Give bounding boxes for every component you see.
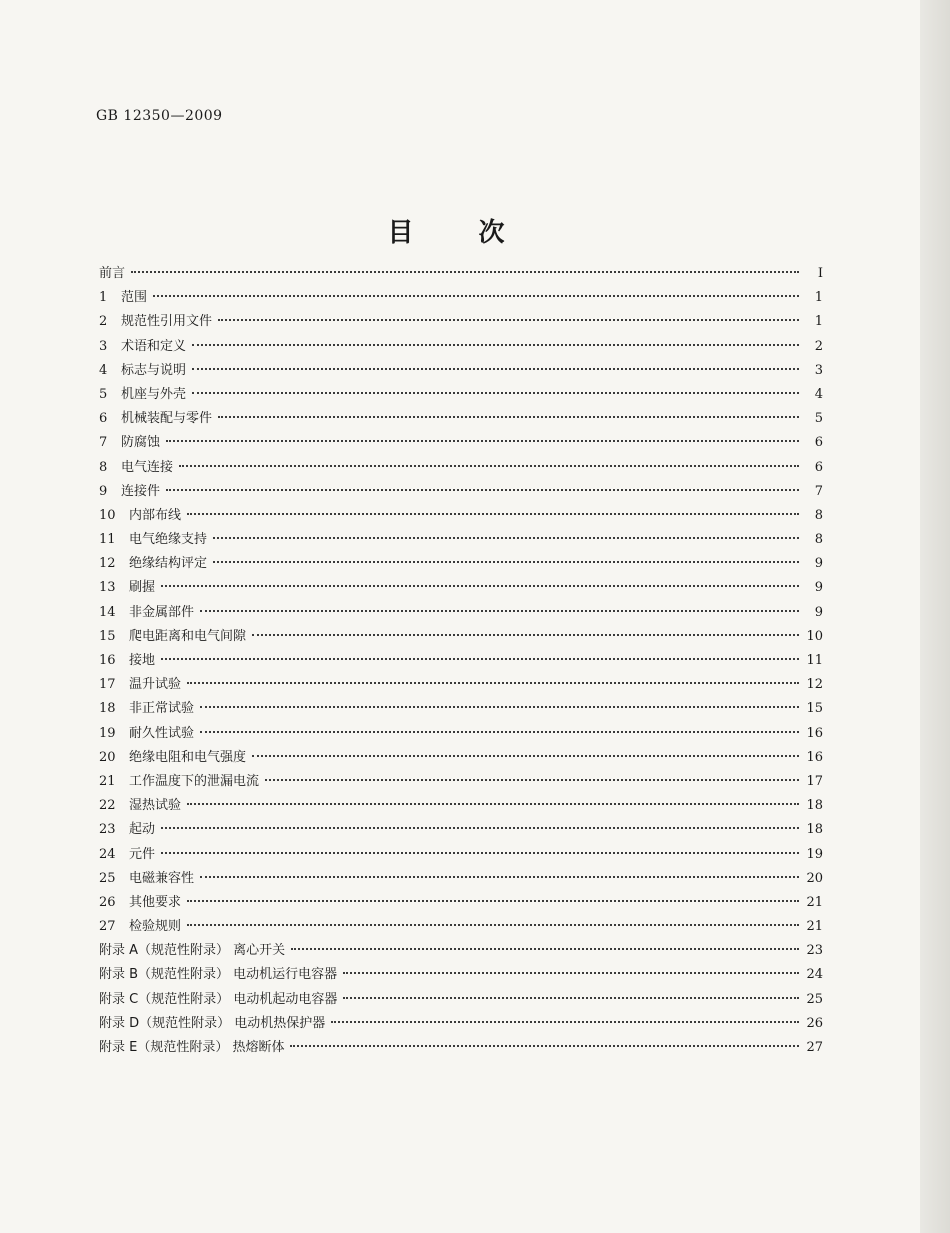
toc-leader-dots [290, 1045, 799, 1047]
toc-entry [99, 1036, 823, 1060]
toc-entry [99, 480, 823, 504]
toc-entry-number: 24 [99, 846, 116, 862]
toc-leader-dots [200, 876, 799, 878]
toc-entry [99, 310, 823, 334]
toc-entry [99, 576, 823, 600]
scan-edge [920, 0, 950, 1233]
toc-entry-number: 3 [99, 338, 108, 354]
toc-entry-page: 2 [814, 338, 823, 354]
toc-entry-label: 附录 B（规范性附录） 电动机运行电容器 [99, 967, 338, 983]
toc-leader-dots [187, 513, 799, 515]
toc-leader-dots [200, 706, 799, 708]
toc-leader-dots [131, 271, 799, 273]
toc-entry-label: 非金属部件 [129, 604, 195, 620]
toc-entry-page: 9 [814, 580, 823, 596]
toc-entry-page: 3 [814, 362, 823, 378]
toc-entry [99, 770, 823, 794]
toc-entry-page: 15 [806, 701, 823, 717]
toc-entry-number: 1 [99, 290, 108, 306]
page-title: 目 次 [387, 218, 533, 248]
toc-entry-label: 连接件 [121, 483, 161, 499]
toc-entry-number: 20 [99, 749, 116, 765]
toc-leader-dots [200, 731, 799, 733]
toc-entry-page: 20 [806, 870, 823, 886]
toc-entry-number: 14 [99, 604, 116, 620]
toc-entry-label: 工作温度下的泄漏电流 [129, 773, 260, 789]
toc-entry [99, 335, 823, 359]
toc-entry-label: 温升试验 [129, 677, 182, 693]
toc-leader-dots [200, 610, 799, 612]
toc-leader-dots [179, 465, 799, 467]
toc-leader-dots [192, 344, 799, 346]
toc-leader-dots [187, 682, 799, 684]
toc-entry [99, 431, 823, 455]
toc-entry-page: 24 [806, 967, 823, 983]
toc-leader-dots [213, 561, 799, 563]
toc-entry-page: 25 [806, 991, 823, 1007]
toc-leader-dots [166, 440, 799, 442]
toc-entry-label: 机械装配与零件 [121, 411, 213, 427]
toc-entry-label: 湿热试验 [129, 798, 182, 814]
toc-entry-page: 18 [806, 822, 823, 838]
toc-leader-dots [161, 827, 799, 829]
toc-entry [99, 601, 823, 625]
toc-entry-page: 4 [814, 386, 823, 402]
toc-entry-page: 16 [806, 749, 823, 765]
toc-entry [99, 286, 823, 310]
toc-entry-page: 18 [806, 798, 823, 814]
toc-entry-page: 1 [814, 314, 823, 330]
toc-entry-label: 术语和定义 [121, 338, 187, 354]
toc-entry-page: 21 [806, 894, 823, 910]
toc-entry-label: 绝缘电阻和电气强度 [129, 749, 247, 765]
toc-entry-page: 1 [814, 290, 823, 306]
standard-code: GB 12350—2009 [96, 108, 223, 124]
toc-entry-label: 附录 A（规范性附录） 离心开关 [99, 943, 286, 959]
toc-entry [99, 867, 823, 891]
toc-entry-number: 7 [99, 435, 108, 451]
toc-entry-label: 电磁兼容性 [129, 870, 195, 886]
toc-leader-dots [343, 997, 799, 999]
toc-entry-page: 23 [806, 943, 823, 959]
toc-entry [99, 649, 823, 673]
toc-entry-number: 5 [99, 386, 108, 402]
toc-entry-label: 绝缘结构评定 [129, 556, 208, 572]
toc-entry-page: 10 [806, 628, 823, 644]
toc-entry-label: 机座与外壳 [121, 386, 187, 402]
toc-leader-dots [343, 972, 799, 974]
toc-entry-page: 26 [806, 1015, 823, 1031]
toc-entry-number: 19 [99, 725, 116, 741]
toc-entry [99, 722, 823, 746]
toc-entry-page: I [817, 266, 823, 281]
toc-entry [99, 625, 823, 649]
toc-entry-page: 9 [814, 556, 823, 572]
toc-entry-number: 21 [99, 773, 116, 789]
toc-entry-number: 23 [99, 822, 116, 838]
toc-entry-page: 8 [814, 507, 823, 523]
toc-entry-label: 标志与说明 [121, 362, 187, 378]
toc-leader-dots [161, 658, 799, 660]
toc-entry-number: 16 [99, 653, 116, 668]
toc-entry-label: 附录 C（规范性附录） 电动机起动电容器 [99, 991, 338, 1007]
toc-entry-label: 规范性引用文件 [121, 314, 213, 330]
toc-entry [99, 552, 823, 576]
toc-entry [99, 528, 823, 552]
toc-entry [99, 746, 823, 770]
toc-entry-page: 5 [814, 411, 823, 427]
toc-entry [99, 818, 823, 842]
toc-leader-dots [218, 319, 799, 321]
toc-leader-dots [265, 779, 799, 781]
toc-entry [99, 915, 823, 939]
toc-entry-page: 6 [814, 435, 823, 451]
toc-entry [99, 673, 823, 697]
toc-entry-page: 8 [814, 532, 823, 548]
toc-entry [99, 456, 823, 480]
toc-entry-number: 4 [99, 362, 108, 378]
toc-leader-dots [161, 585, 799, 587]
toc-entry [99, 407, 823, 431]
toc-leader-dots [187, 900, 799, 902]
toc-entry [99, 504, 823, 528]
toc-leader-dots [218, 416, 799, 418]
toc-entry-label: 检验规则 [129, 919, 182, 935]
toc-entry-label: 起动 [129, 822, 156, 838]
toc-entry-number: 12 [99, 556, 116, 572]
toc-entry-number: 13 [99, 580, 116, 596]
toc-entry-number: 18 [99, 701, 116, 717]
toc-entry-number: 17 [99, 677, 116, 693]
toc-entry-number: 11 [99, 532, 116, 548]
toc-entry-label: 刷握 [129, 580, 156, 596]
toc-entry [99, 262, 823, 286]
toc-entry-number: 27 [99, 919, 116, 935]
toc-entry [99, 963, 823, 987]
toc-entry [99, 697, 823, 721]
toc-entry-number: 10 [99, 507, 116, 523]
toc-leader-dots [213, 537, 799, 539]
toc-entry-number: 9 [99, 483, 108, 499]
toc-entry-page: 11 [806, 653, 823, 668]
toc-entry [99, 383, 823, 407]
toc-leader-dots [192, 368, 799, 370]
toc-entry-page: 12 [806, 677, 823, 693]
toc-entry-label: 电气绝缘支持 [129, 532, 208, 548]
toc-entry-number: 26 [99, 894, 116, 910]
toc-entry-label: 附录 E（规范性附录） 热熔断体 [99, 1040, 285, 1055]
toc-entry [99, 939, 823, 963]
toc-entry-label: 范围 [121, 290, 148, 306]
toc-leader-dots [192, 392, 799, 394]
toc-entry-page: 7 [814, 483, 823, 499]
toc-leader-dots [291, 948, 799, 950]
toc-entry [99, 843, 823, 867]
toc-entry-page: 16 [806, 725, 823, 741]
toc-entry-label: 接地 [129, 653, 156, 668]
toc-entry-number: 8 [99, 459, 108, 475]
toc-entry-label: 爬电距离和电气间隙 [129, 628, 247, 644]
toc-leader-dots [331, 1021, 799, 1023]
toc-entry [99, 988, 823, 1012]
toc-entry-label: 电气连接 [121, 459, 174, 475]
toc-leader-dots [153, 295, 799, 297]
toc-entry-label: 耐久性试验 [129, 725, 195, 741]
toc-entry-number: 6 [99, 411, 108, 427]
toc-leader-dots [187, 803, 799, 805]
toc-entry-label: 非正常试验 [129, 701, 195, 717]
toc-entry [99, 794, 823, 818]
toc-entry-label: 防腐蚀 [121, 435, 161, 451]
toc-entry-page: 9 [814, 604, 823, 620]
toc-entry-page: 17 [806, 773, 823, 789]
toc-leader-dots [252, 634, 799, 636]
toc-entry [99, 891, 823, 915]
toc-entry-number: 22 [99, 798, 116, 814]
toc-entry-number: 2 [99, 314, 108, 330]
toc-entry [99, 1012, 823, 1036]
toc-entry-page: 6 [814, 459, 823, 475]
toc-entry-page: 27 [806, 1040, 823, 1055]
toc-entry-label: 元件 [129, 846, 156, 862]
toc-leader-dots [252, 755, 799, 757]
toc-leader-dots [166, 489, 799, 491]
toc-entry [99, 359, 823, 383]
toc-entry-page: 21 [806, 919, 823, 935]
toc-entry-label: 前言 [99, 266, 126, 281]
toc-entry-label: 内部布线 [129, 507, 182, 523]
toc-entry-page: 19 [806, 846, 823, 862]
toc-entry-label: 附录 D（规范性附录） 电动机热保护器 [99, 1015, 326, 1031]
toc-entry-number: 25 [99, 870, 116, 886]
table-of-contents [99, 262, 823, 1060]
toc-entry-number: 15 [99, 628, 116, 644]
toc-leader-dots [161, 852, 799, 854]
toc-leader-dots [187, 924, 799, 926]
toc-entry-label: 其他要求 [129, 894, 182, 910]
